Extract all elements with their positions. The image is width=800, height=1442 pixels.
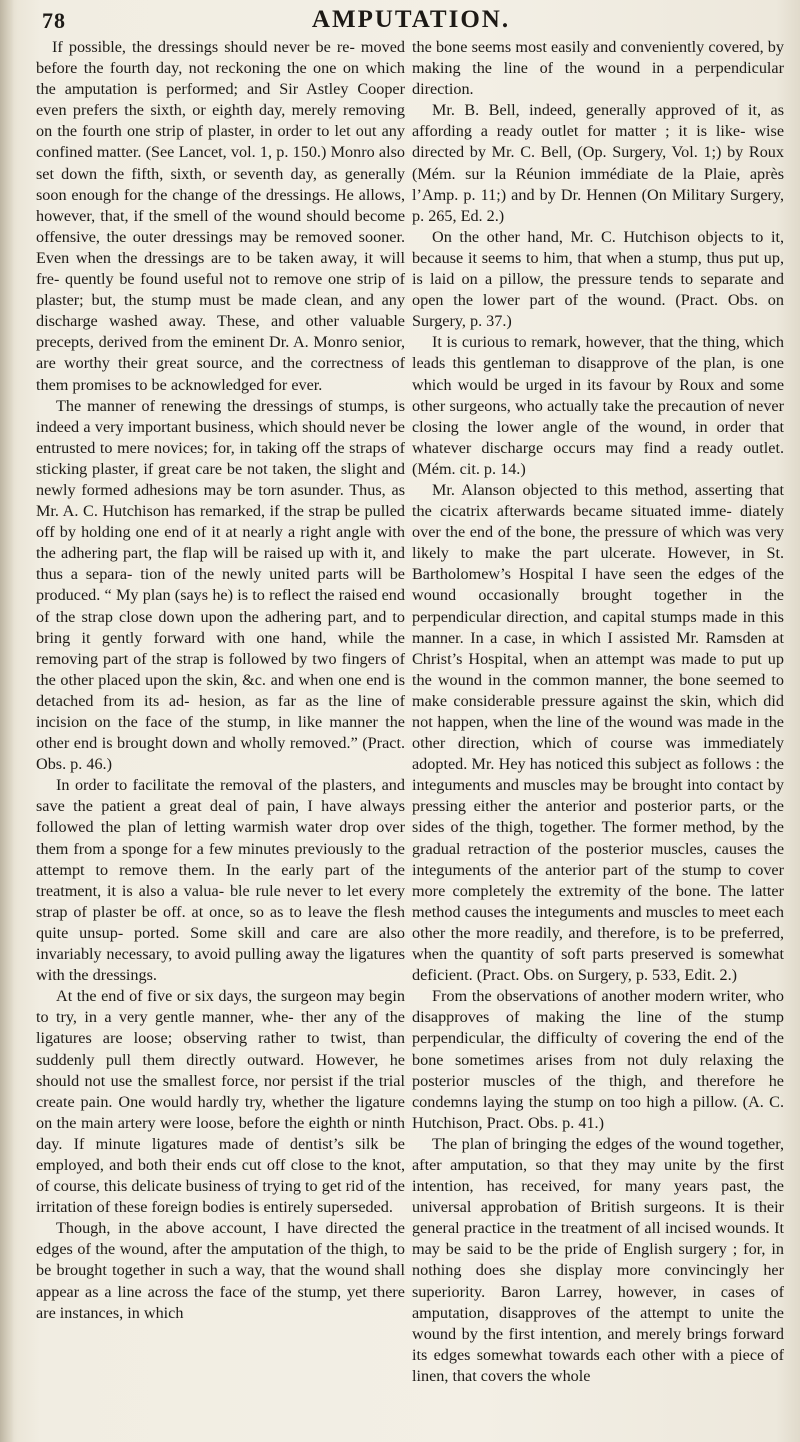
page-number: 78 — [42, 8, 66, 33]
paragraph: From the observations of another modern writer, who disapproves of making the line of the stump perpendicular, the difficulty of covering the end of the bone sometimes arises from not duly relaxing the posterior muscles of the thigh, and therefore he condemns laying the stump on too high a pillow. (A. C. Hutchison, Pract. Obs. p. 41.) — [412, 987, 784, 1132]
running-head: AMPUTATION. — [311, 6, 511, 33]
right-column — [412, 37, 784, 1387]
paragraph: The plan of bringing the edges of the wound together, after amputation, so that they may unite by the first intention, has received, for many years past, the universal approbation of British surgeons. It is their general practice in the treatment of all incised wounds. It may be said to be the pride of English surgery ; for, in nothing does she display more convincingly her superiority. Baron Larrey, however, in cases of amputation, disapproves of the attempt to unite the wound by the first intention, and merely brings forward its edges somewhat towards each other with a piece of linen, that covers the whole — [412, 1134, 784, 1385]
page-binding-shadow — [0, 0, 14, 1442]
paragraph: The manner of renewing the dressings of stumps, is indeed a very important business, which should never be entrusted to mere novices; for, in taking off the straps of sticking plaster, if great care be not taken, the slight and newly formed adhesions may be torn asunder. Thus, as Mr. A. C. Hutchison has remarked, if the strap be pulled off by holding one end of it at nearly a right angle with the adhering part, the flap will be raised up with it, and thus a separa- tion of the newly united parts will be produced. “ My plan (says he) is to reflect the raised end of the strap close down upon the adhering part, and to bring it gently forward with one hand, while the removing part of the strap is followed by two fingers of the other placed upon the skin, &c. and when one end is detached from its ad- hesion, as far as the line of incision on the face of the stump, in like manner the other end is brought down and wholly removed.” (Pract. Obs. p. 46.) — [36, 396, 405, 774]
paragraph: If possible, the dressings should never be re- moved before the fourth day, not reckoning the one on which the amputation is performed; and Sir Astley Cooper even prefers the sixth, or eighth day, merely removing on the fourth one strip of plaster, in order to let out any confined matter. (See Lancet, vol. 1, p. 150.) Monro also set down the fifth, sixth, or seventh day, as generally soon enough for the change of the dressings. He allows, however, that, if the smell of the wound should become offensive, the outer dressings may be removed sooner. Even when the dressings are to be taken away, it will fre- quently be found useful not to remove one strip of plaster; but, the stump must be made clean, and any discharge washed away. These, and other valuable precepts, derived from the eminent Dr. A. Monro senior, are worthy their great source, and the correctness of them promises to be acknowledged for ever. — [36, 38, 405, 394]
paragraph: At the end of five or six days, the surgeon may begin to try, in a very gentle manner, whe- ther any of the ligatures are loose; observing rather to twist, than suddenly pull them directly outward. However, he should not use the smallest force, nor persist if the trial create pain. One would hardly try, whether the ligature on the main artery were loose, before the eighth or ninth day. If minute ligatures made of dentist’s silk be employed, and both their ends cut off close to the knot, of course, this delicate business of trying to get rid of the irritation of these foreign bodies is entirely superseded. — [36, 987, 405, 1217]
paragraph: On the other hand, Mr. C. Hutchison objects to it, because it seems to him, that when a stump, thus put up, is laid on a pillow, the pressure tends to separate and open the lower part of the wound. (Pract. Obs. on Surgery, p. 37.) — [412, 227, 784, 331]
paragraph: the bone seems most easily and conveniently covered, by making the line of the wound in a perpendicular direction. — [412, 38, 784, 99]
left-column — [36, 37, 405, 1324]
paragraph: Though, in the above account, I have directed the edges of the wound, after the amputation of the thigh, to be brought together in such a way, that the wound shall appear as a line across the face of the stump, yet there are instances, in which — [36, 1219, 405, 1322]
paragraph: In order to facilitate the removal of the plasters, and save the patient a great deal of pain, I have always followed the plan of letting warmish water drop over them from a sponge for a few minutes previously to the attempt to remove them. In the early part of the treatment, it is also a valua- ble rule never to let every strap of plaster be off. at once, so as to leave the flesh quite unsup- ported. Some skill and care are also invariably necessary, to avoid pulling away the ligatures with the dressings. — [36, 776, 405, 985]
paragraph: It is curious to remark, however, that the thing, which leads this gentleman to disapprove of the plan, is one which would be urged in its favour by Roux and some other surgeons, who actually take the precaution of never closing the lower angle of the wound, in order that whatever discharge occurs may find a ready outlet. (Mém. cit. p. 14.) — [412, 333, 784, 478]
paragraph: Mr. Alanson objected to this method, asserting that the cicatrix afterwards became situated imme- diately over the end of the bone, the pressure of which was very likely to make the part ulcerate. However, in St. Bartholomew’s Hospital I have seen the edges of the wound occasionally brought together in the perpendicular direction, and capital stumps made in this manner. In a case, in which I assisted Mr. Ramsden at Christ’s Hospital, when an attempt was made to put up the wound in the common manner, the bone seemed to make considerable pressure against the skin, which did not happen, when the line of the wound was made in the other direction, which of course was immediately adopted. Mr. Hey has noticed this subject as follows : the integuments and muscles may be brought into contact by pressing either the anterior and posterior parts, or the sides of the thigh, together. The former method, by the gradual retraction of the posterior muscles, causes the integuments of the anterior part of the stump to cover more completely the extremity of the bone. The latter method causes the integuments and muscles to meet each other the more readily, and therefore, is to be preferred, when the quantity of soft parts preserved is somewhat deficient. (Pract. Obs. on Surgery, p. 533, Edit. 2.) — [412, 480, 784, 985]
paragraph: Mr. B. Bell, indeed, generally approved of it, as affording a ready outlet for matter ; it is like- wise directed by Mr. C. Bell, (Op. Surgery, Vol. 1;) by Roux (Mém. sur la Réunion immédiate de la Plaie, après l’Amp. p. 11;) and by Dr. Hennen (On Military Surgery, p. 265, Ed. 2.) — [412, 101, 784, 225]
